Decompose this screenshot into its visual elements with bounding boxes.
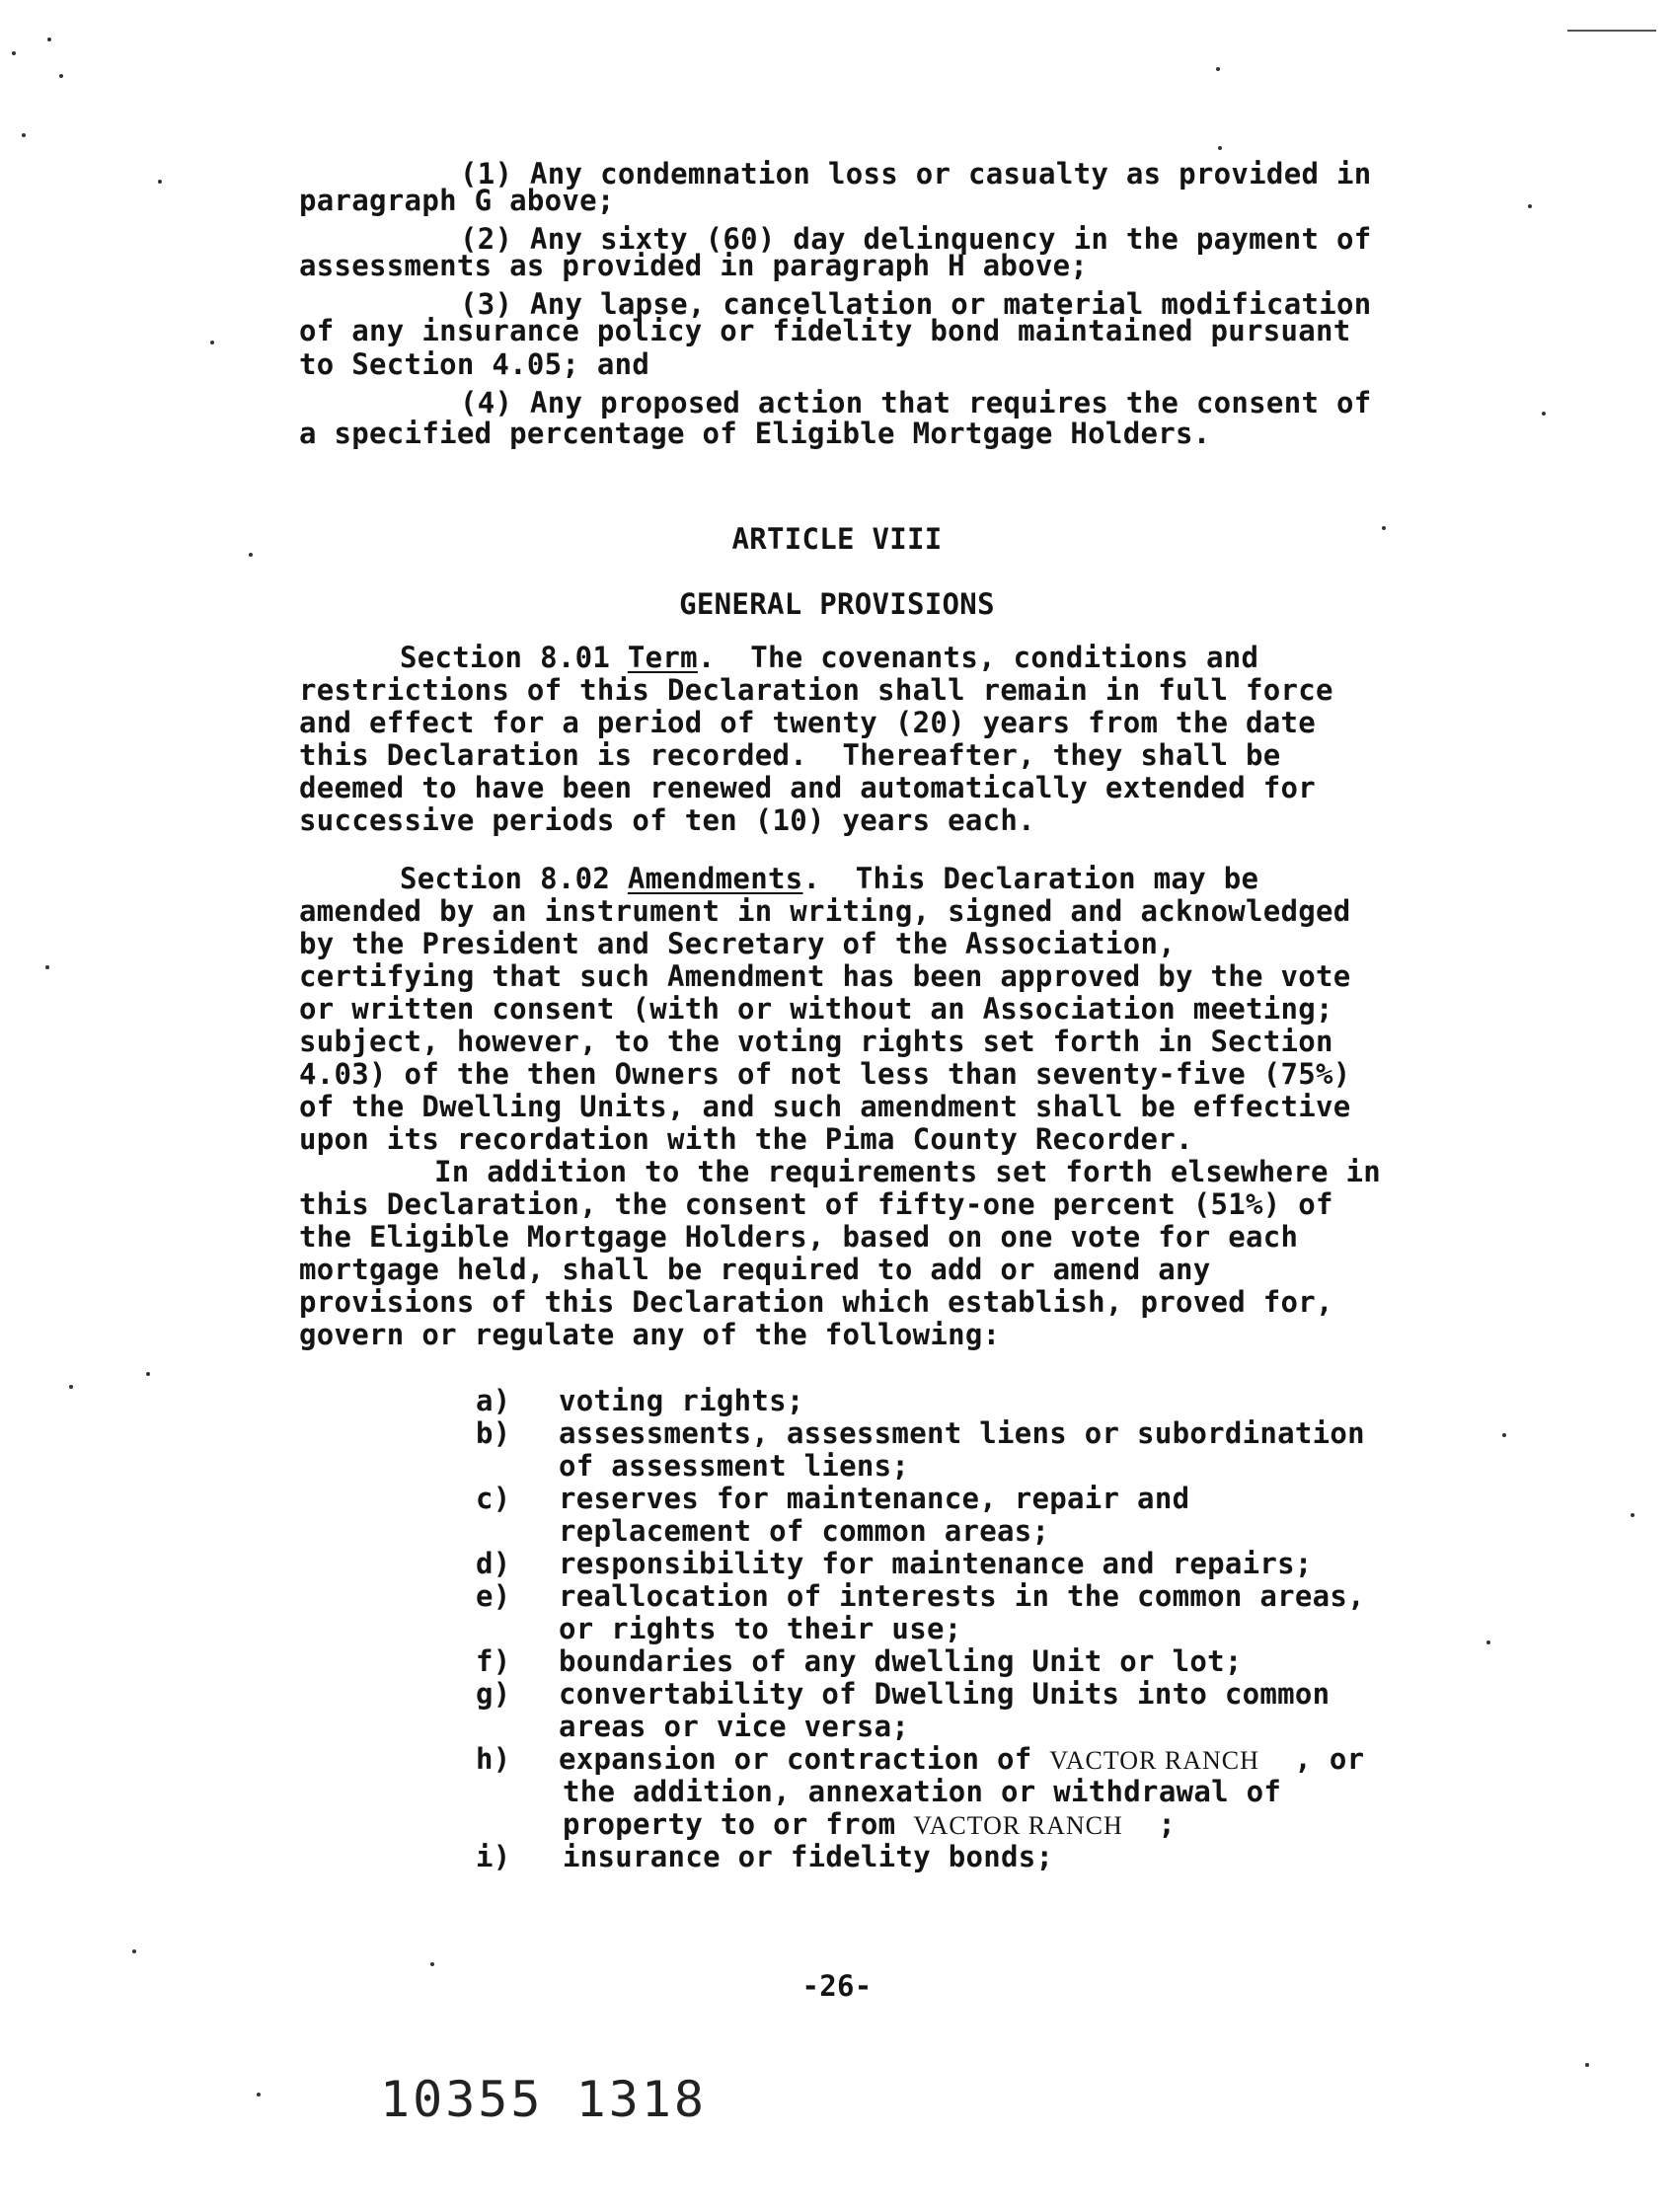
scan-speck — [69, 1385, 73, 1389]
notice-item-1: (1) Any condemnation loss or casualty as provided in — [460, 157, 1372, 191]
list-item — [559, 1743, 1364, 1777]
section-8-02-line: by the President and Secretary of the Association, — [299, 927, 1176, 960]
list-item-cont: of assessment liens; — [559, 1449, 910, 1483]
scan-speck — [1382, 526, 1386, 530]
notice-item-3: (3) Any lapse, cancellation or material modification — [460, 287, 1372, 321]
scan-speck — [1502, 1433, 1506, 1437]
list-item: convertability of Dwelling Units into common — [559, 1677, 1331, 1711]
list-letter: b) — [476, 1416, 511, 1450]
scan-speck — [1631, 1513, 1635, 1517]
list-item: voting rights; — [559, 1384, 804, 1417]
list-item-text: expansion or contraction of — [559, 1742, 1032, 1776]
list-item: reserves for maintenance, repair and — [559, 1482, 1190, 1515]
list-item-cont: the addition, annexation or withdrawal of — [563, 1775, 1282, 1808]
section-8-02-line: subject, however, to the voting rights set forth in Section — [299, 1025, 1333, 1058]
page-number: -26- — [801, 1969, 873, 2003]
section-8-02-line: certifying that such Amendment has been approved by the vote — [299, 959, 1351, 993]
inserted-name: VACTOR RANCH — [1049, 1746, 1259, 1775]
section-8-01-line: restrictions of this Declaration shall remain in full force — [299, 673, 1333, 707]
list-letter: e) — [476, 1579, 511, 1613]
section-8-01-line: successive periods of ten (10) years each. — [299, 803, 1035, 837]
list-letter: h) — [476, 1742, 511, 1776]
section-8-01-title: Term — [627, 641, 698, 674]
list-item: assessments, assessment liens or subordination — [559, 1416, 1365, 1450]
list-item-text: ; — [1158, 1807, 1177, 1841]
notice-item-4: (4) Any proposed action that requires the consent of — [460, 386, 1372, 420]
list-item-cont — [563, 1808, 1176, 1842]
section-8-02-line: mortgage held, shall be required to add or amend any — [299, 1253, 1211, 1286]
list-letter: i) — [476, 1840, 511, 1873]
notice-item-3-cont-2: to Section 4.05; and — [299, 347, 650, 381]
scan-mark — [1567, 30, 1656, 32]
inserted-name: VACTOR RANCH — [913, 1811, 1123, 1840]
section-8-01-line: deemed to have been renewed and automatically extended for — [299, 771, 1317, 804]
scan-speck — [158, 180, 162, 184]
scan-speck — [47, 38, 51, 41]
section-8-02-line: the Eligible Mortgage Holders, based on one vote for each — [299, 1220, 1299, 1254]
list-item: insurance or fidelity bonds; — [563, 1840, 1054, 1873]
section-8-01-line: this Declaration is recorded. Thereafter, they shall be — [299, 738, 1281, 772]
notice-item-3-cont: of any insurance policy or fidelity bond maintained pursuant — [299, 314, 1351, 347]
scan-speck — [12, 51, 16, 55]
article-heading: ARTICLE VIII — [731, 522, 943, 556]
scan-speck — [1486, 1640, 1490, 1644]
notice-item-2-cont: assessments as provided in paragraph H above; — [299, 249, 1089, 282]
list-item: reallocation of interests in the common areas, — [559, 1579, 1365, 1613]
section-8-02-prefix: Section 8.02 — [400, 862, 628, 895]
notice-item-1-cont: paragraph G above; — [299, 184, 615, 217]
section-8-02-line: govern or regulate any of the following: — [299, 1318, 1001, 1351]
section-8-01-rest: . The covenants, conditions and — [697, 641, 1259, 674]
list-letter: c) — [476, 1482, 511, 1515]
notice-item-4-cont: a specified percentage of Eligible Mortgage Holders. — [299, 417, 1211, 450]
list-item-cont: or rights to their use; — [559, 1612, 962, 1645]
scan-speck — [22, 133, 26, 137]
section-8-01-line: and effect for a period of twenty (20) years from the date — [299, 706, 1317, 739]
section-8-02-line: In addition to the requirements set forth elsewhere in — [434, 1155, 1382, 1188]
scan-speck — [1218, 146, 1222, 150]
section-8-02-line: this Declaration, the consent of fifty-one percent (51%) of — [299, 1187, 1333, 1221]
list-item-cont: areas or vice versa; — [559, 1710, 910, 1743]
notice-item-2: (2) Any sixty (60) day delinquency in the payment of — [460, 222, 1372, 256]
list-item-text: , or — [1294, 1742, 1365, 1776]
scan-speck — [146, 1372, 150, 1376]
scan-speck — [1585, 2063, 1589, 2067]
list-letter: a) — [476, 1384, 511, 1417]
scan-speck — [132, 1949, 136, 1953]
list-item: responsibility for maintenance and repairs; — [559, 1547, 1313, 1580]
document-number: 10355 1318 — [380, 2071, 708, 2128]
scan-speck — [45, 965, 49, 969]
scan-speck — [430, 1962, 434, 1966]
section-8-02-line: 4.03) of the then Owners of not less than seventy-five (75%) — [299, 1057, 1351, 1091]
list-letter: f) — [476, 1644, 511, 1678]
scan-speck — [59, 74, 63, 78]
list-item-cont: replacement of common areas; — [559, 1514, 1050, 1548]
scan-speck — [1528, 204, 1532, 208]
section-8-02-title: Amendments — [627, 862, 803, 895]
list-item-text: property to or from — [563, 1807, 896, 1841]
scan-speck — [1216, 67, 1220, 71]
article-subheading: GENERAL PROVISIONS — [679, 587, 995, 621]
section-8-02-line: of the Dwelling Units, and such amendment shall be effective — [299, 1090, 1351, 1123]
section-8-01-prefix: Section 8.01 — [400, 641, 628, 674]
list-item: boundaries of any dwelling Unit or lot; — [559, 1644, 1243, 1678]
section-8-02-line: upon its recordation with the Pima County Recorder. — [299, 1122, 1193, 1156]
section-8-02-line: amended by an instrument in writing, signed and acknowledged — [299, 894, 1351, 928]
section-8-02-first-line — [400, 863, 1258, 895]
scan-speck — [210, 341, 214, 344]
section-8-01-first-line — [400, 642, 1258, 674]
scan-speck — [257, 2093, 261, 2097]
section-8-02-line: provisions of this Declaration which establish, proved for, — [299, 1285, 1333, 1319]
scan-speck — [249, 553, 253, 557]
list-letter: d) — [476, 1547, 511, 1580]
section-8-02-line: or written consent (with or without an Association meeting; — [299, 992, 1333, 1026]
scan-speck — [1542, 412, 1546, 416]
list-letter: g) — [476, 1677, 511, 1711]
section-8-02-rest: . This Declaration may be — [802, 862, 1259, 895]
